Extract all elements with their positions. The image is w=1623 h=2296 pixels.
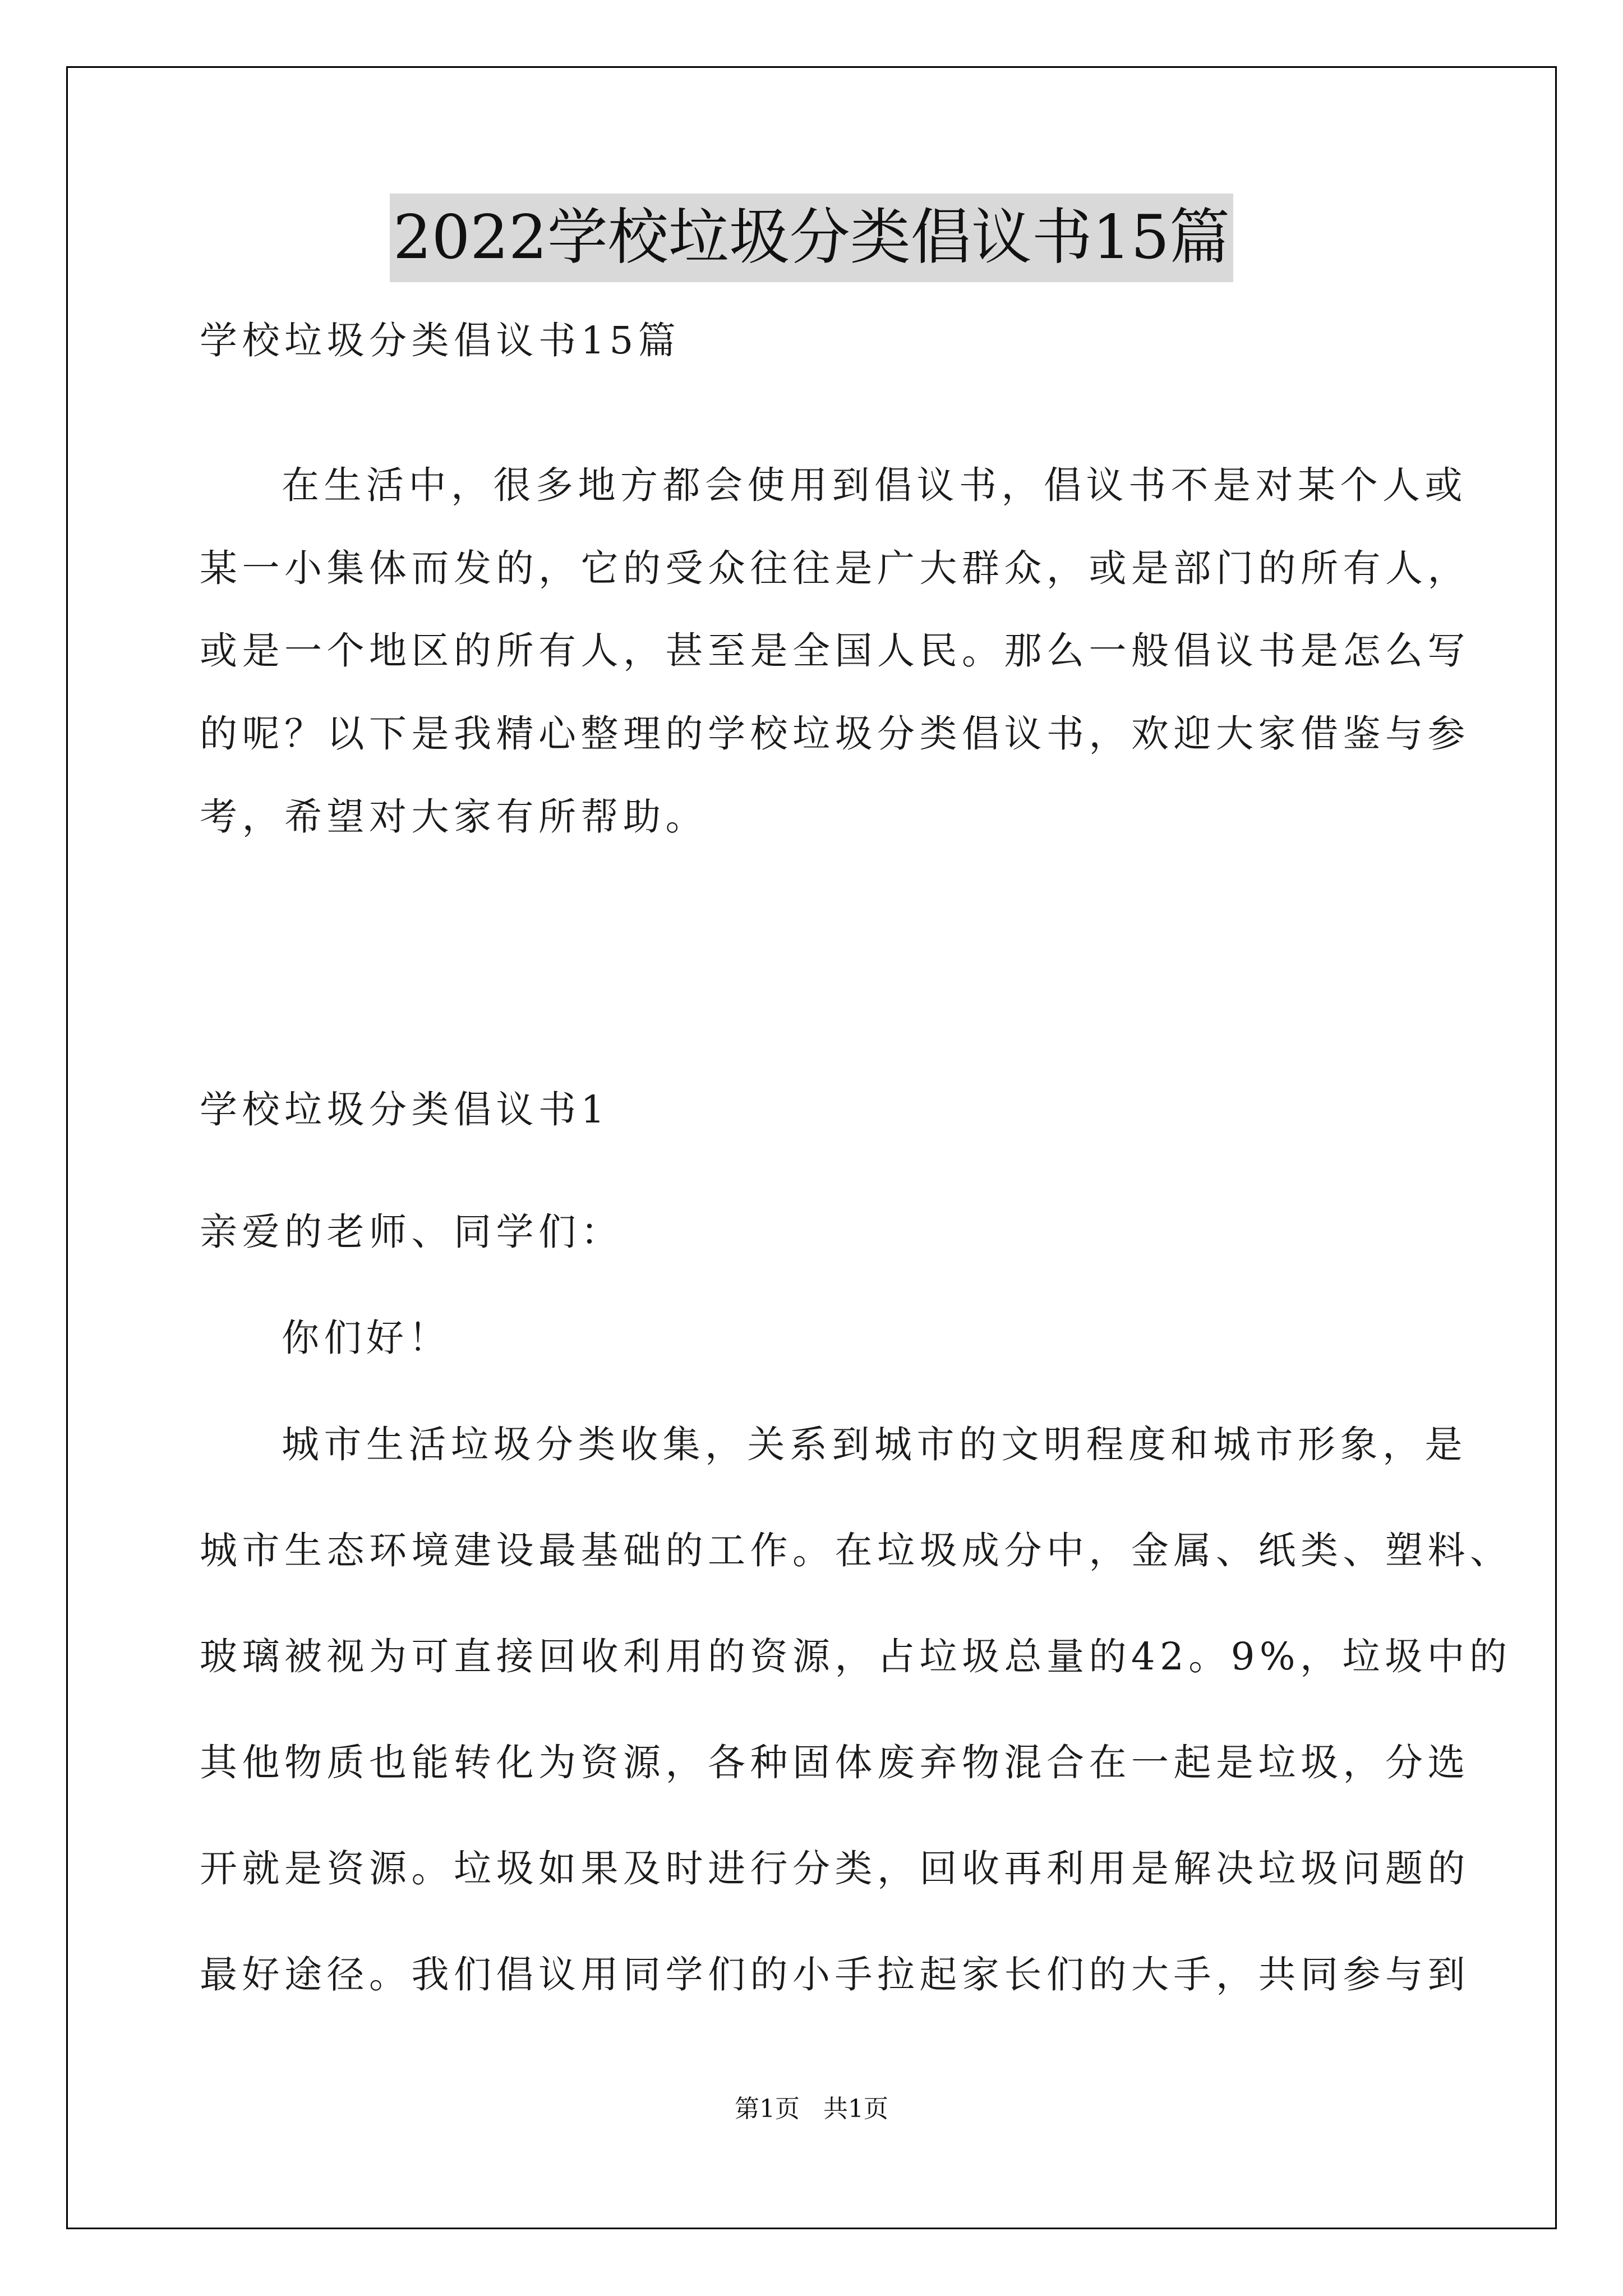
page-border <box>66 66 1557 2229</box>
body-line-6: 最好途径。我们倡议用同学们的小手拉起家长们的大手，共同参与到 <box>200 1953 1470 1996</box>
title-container <box>0 194 1623 282</box>
body-line-1: 城市生活垃圾分类收集，关系到城市的文明程度和城市形象，是 <box>282 1423 1467 1466</box>
document-title: 2022学校垃圾分类倡议书15篇 <box>390 194 1233 282</box>
intro-line-3: 或是一个地区的所有人，甚至是全国人民。那么一般倡议书是怎么写 <box>200 629 1470 673</box>
intro-line-1: 在生活中，很多地方都会使用到倡议书，倡议书不是对某个人或 <box>282 463 1467 507</box>
greeting-line: 你们好！ <box>282 1316 451 1360</box>
body-line-5: 开就是资源。垃圾如果及时进行分类，回收再利用是解决垃圾问题的 <box>200 1847 1470 1890</box>
salutation-line: 亲爱的老师、同学们： <box>200 1210 623 1254</box>
page-footer: 第1页 共1页 <box>735 2095 888 2123</box>
section-heading: 学校垃圾分类倡议书1 <box>200 1088 610 1131</box>
body-line-4: 其他物质也能转化为资源，各种固体废弃物混合在一起是垃圾，分选 <box>200 1741 1470 1784</box>
intro-line-5: 考，希望对大家有所帮助。 <box>200 795 708 839</box>
body-line-3: 玻璃被视为可直接回收利用的资源，占垃圾总量的42。9%，垃圾中的 <box>200 1635 1512 1678</box>
intro-line-4: 的呢？以下是我精心整理的学校垃圾分类倡议书，欢迎大家借鉴与参 <box>200 712 1470 756</box>
subtitle-line: 学校垃圾分类倡议书15篇 <box>200 319 681 362</box>
body-line-2: 城市生态环境建设最基础的工作。在垃圾成分中，金属、纸类、塑料、 <box>200 1529 1513 1572</box>
intro-line-2: 某一小集体而发的，它的受众往往是广大群众，或是部门的所有人， <box>200 546 1470 590</box>
